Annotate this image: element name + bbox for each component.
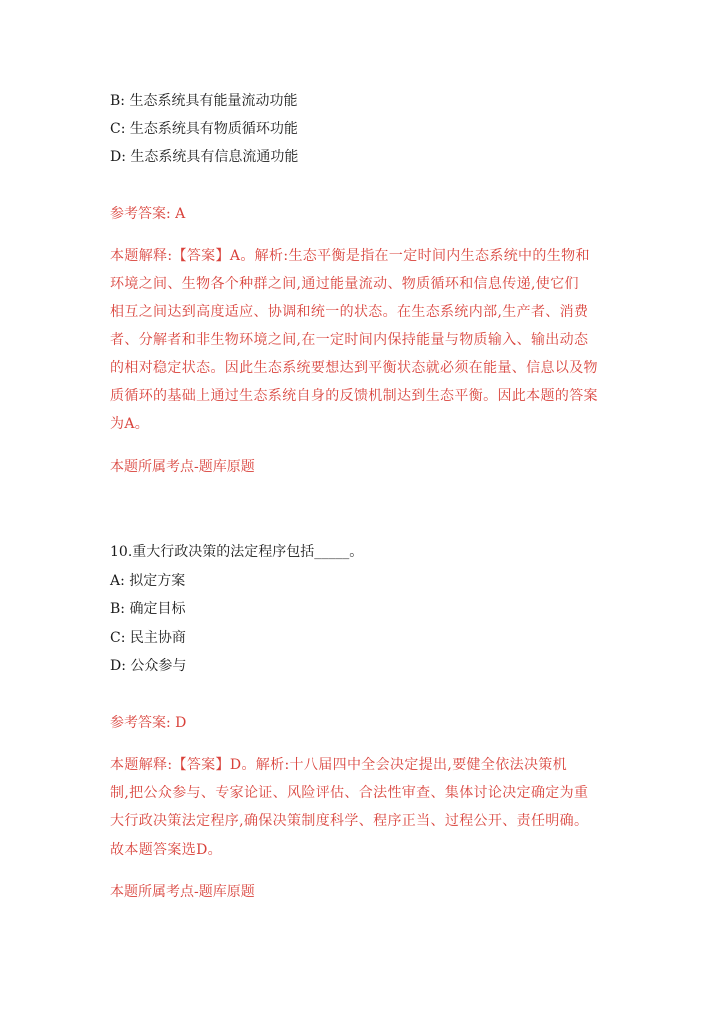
q9-option-d: D: 生态系统具有信息流通功能 [110,149,299,165]
q10-option-c: C: 民主协商 [110,630,186,646]
q9-explanation-line: 本题解释:【答案】A。解析:生态平衡是指在一定时间内生态系统中的生物和 [110,248,590,264]
q10-question: 10.重大行政决策的法定程序包括_____。 [110,544,364,560]
q10-explanation-line: 故本题答案选D。 [110,842,223,858]
q9-option-b: B: 生态系统具有能量流动功能 [110,93,298,109]
q10-option-a: A: 拟定方案 [110,573,186,589]
q9-explanation-line: 为A。 [110,416,150,432]
q10-option-b: B: 确定目标 [110,601,186,617]
q10-option-d: D: 公众参与 [110,658,187,674]
q9-explanation-line: 环境之间、生物各个种群之间,通过能量流动、物质循环和信息传递,使它们 [110,276,579,292]
q9-explanation-line: 者、分解者和非生物环境之间,在一定时间内保持能量与物质输入、输出动态 [110,332,589,348]
q9-explanation-line: 质循环的基础上通过生态系统自身的反馈机制达到生态平衡。因此本题的答案 [110,388,598,404]
q9-option-c: C: 生态系统具有物质循环功能 [110,121,298,137]
q9-explanation-line: 的相对稳定状态。因此生态系统要想达到平衡状态就必须在能量、信息以及物 [110,360,598,376]
q9-explanation-line: 相互之间达到高度适应、协调和统一的状态。在生态系统内部,生产者、消费 [110,304,589,320]
q10-explanation-line: 本题解释:【答案】D。解析:十八届四中全会决定提出,要健全依法决策机 [110,757,568,773]
q10-answer: 参考答案: D [110,715,187,731]
q9-source: 本题所属考点-题库原题 [110,459,255,475]
q10-source: 本题所属考点-题库原题 [110,884,255,900]
q9-answer: 参考答案: A [110,206,186,222]
q10-explanation-line: 制,把公众参与、专家论证、风险评估、合法性审查、集体讨论决定确定为重 [110,785,589,801]
q10-explanation-line: 大行政决策法定程序,确保决策制度科学、程序正当、过程公开、责任明确。 [110,813,589,829]
